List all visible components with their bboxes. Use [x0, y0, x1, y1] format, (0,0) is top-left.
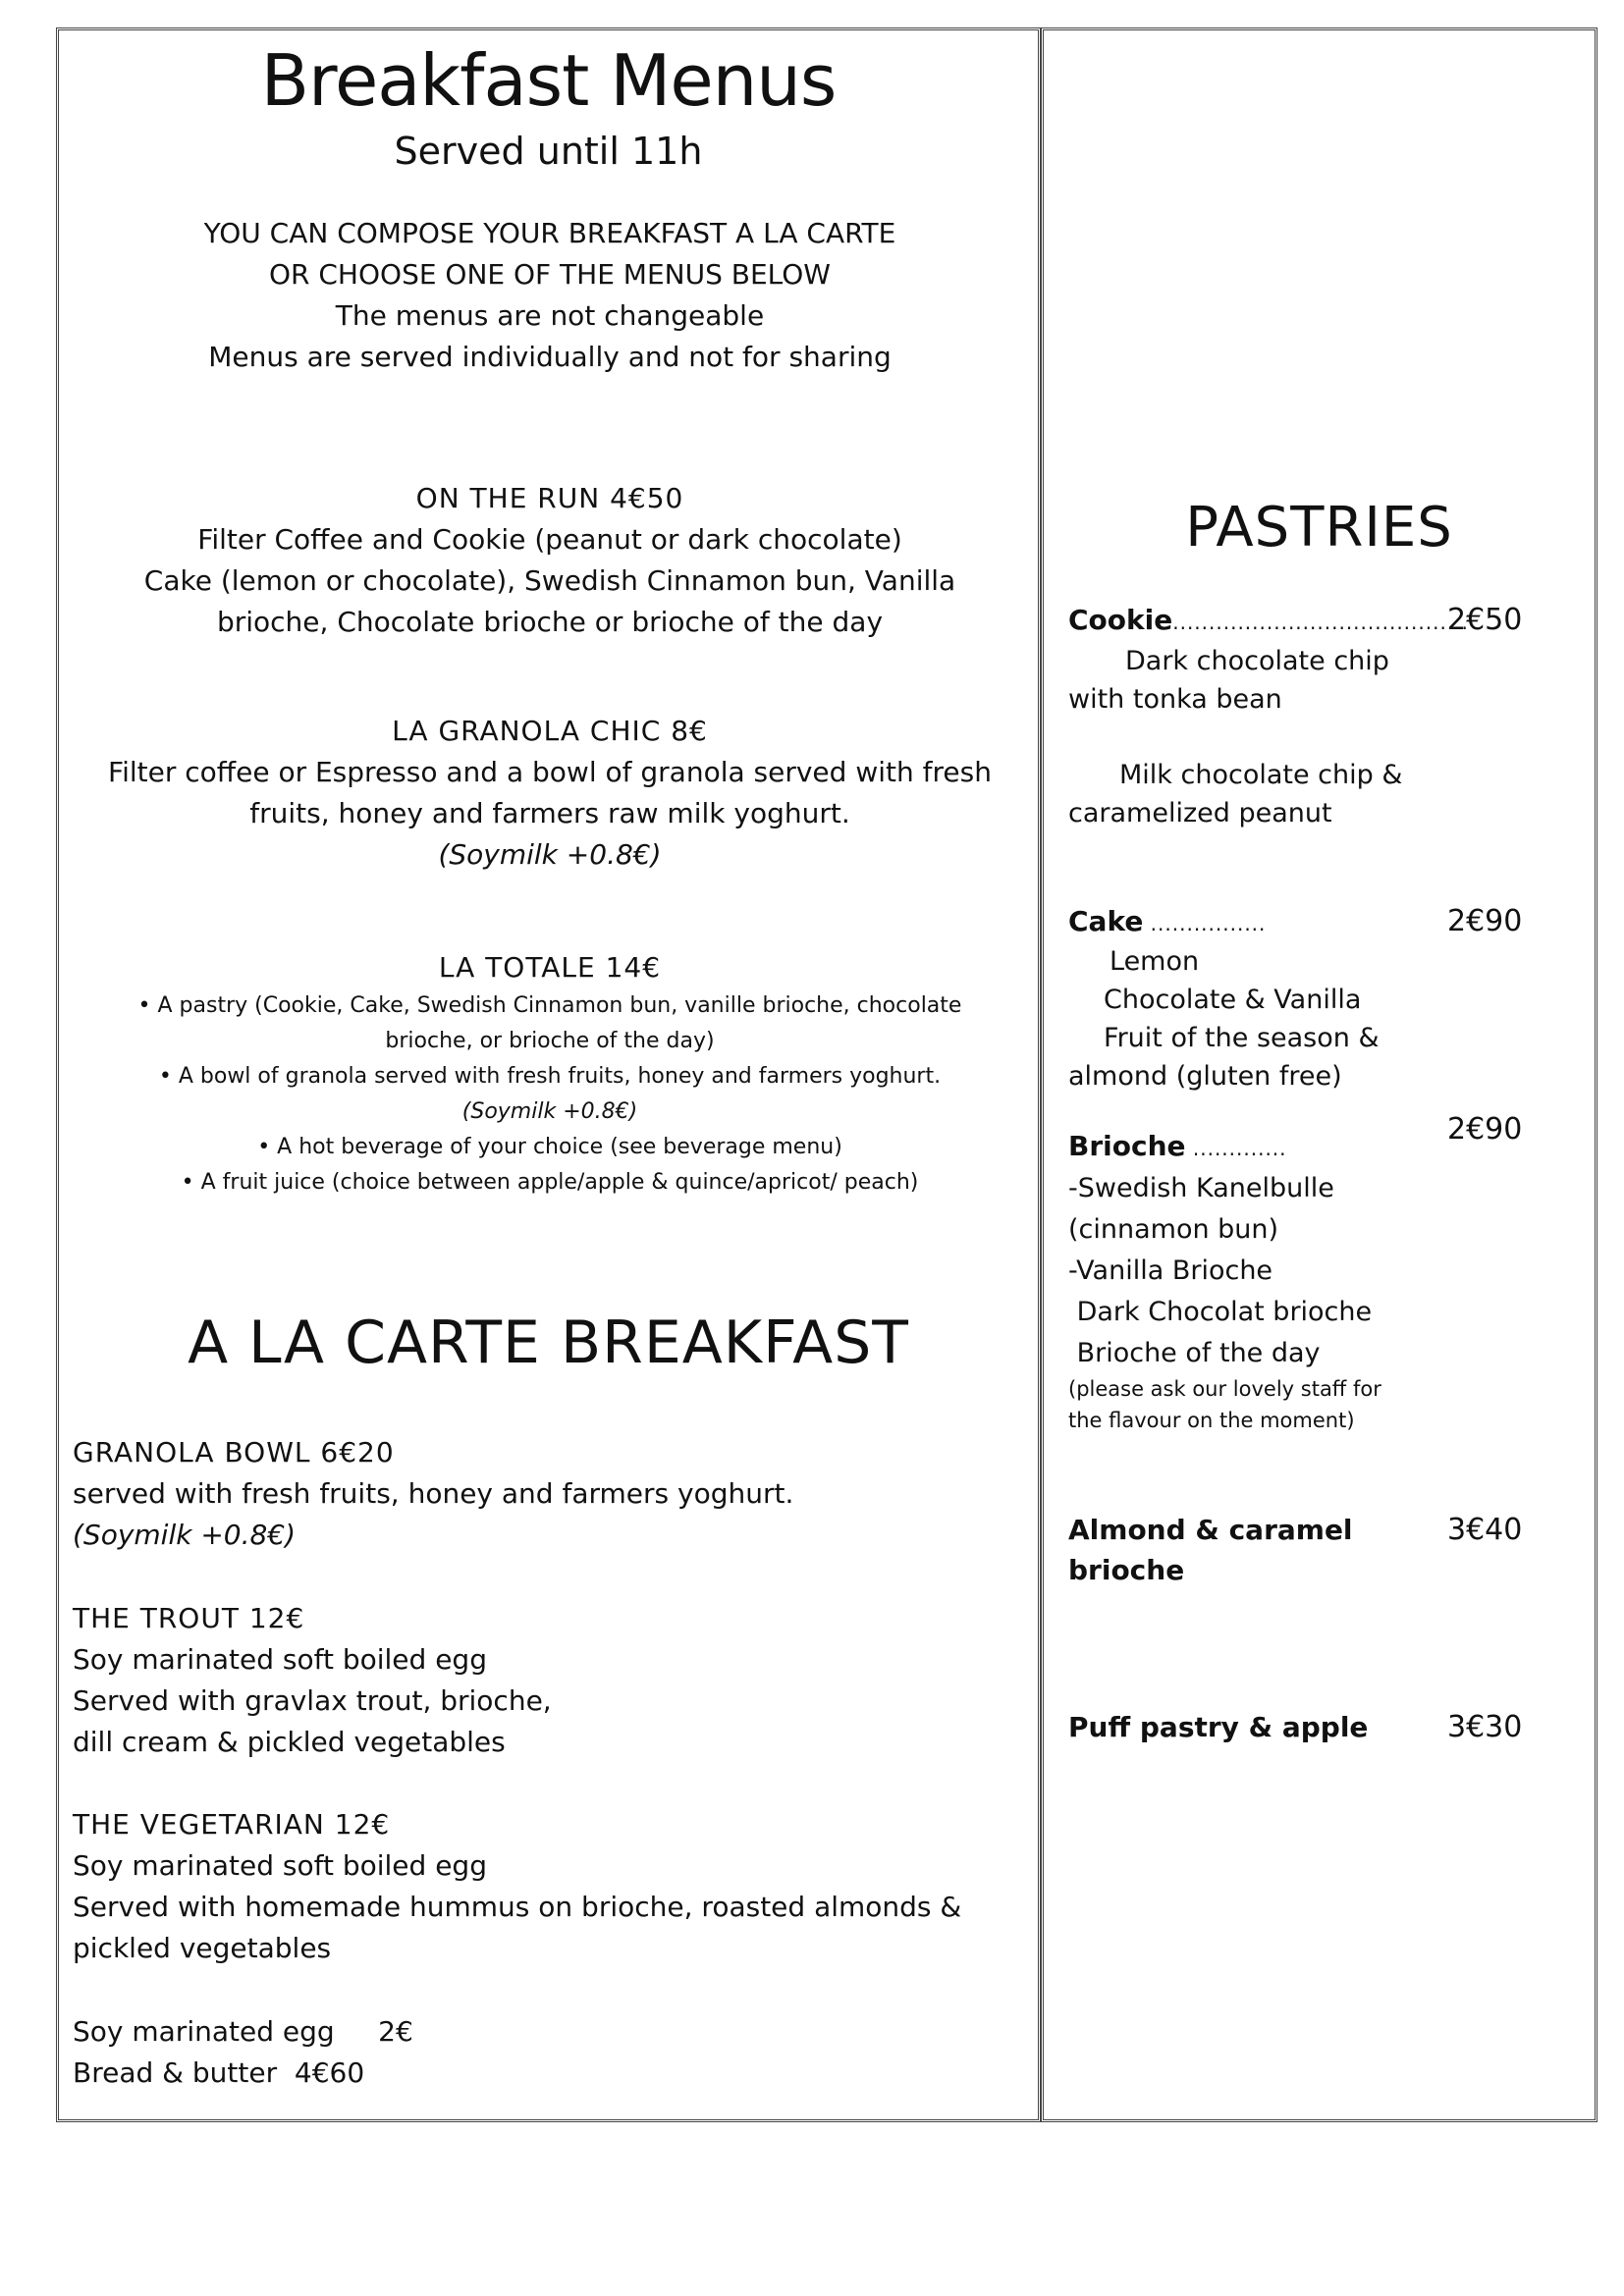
carte-line: dill cream & pickled vegetables	[73, 1726, 506, 1758]
pastry-option: Fruit of the season &	[1104, 1023, 1380, 1053]
menu-line: brioche, Chocolate brioche or brioche of the day	[216, 606, 884, 638]
a-la-carte-title: A LA CARTE BREAKFAST	[188, 1308, 909, 1377]
pastry-almond-caramel-price: 3€40	[1447, 1513, 1523, 1547]
breakfast-intro	[79, 213, 1021, 378]
pastry-option: Lemon	[1110, 946, 1200, 977]
soymilk-note: (Soymilk +0.8€)	[438, 838, 662, 871]
menu-la-totale	[69, 947, 1031, 1201]
pastry-option: -Vanilla Brioche	[1068, 1255, 1273, 1286]
pastry-name: Cake	[1068, 905, 1144, 937]
carte-extras	[73, 2011, 1025, 2094]
dot-leader: ................	[1143, 912, 1267, 935]
pastry-almond-caramel-name-line2: brioche	[1068, 1554, 1185, 1586]
pastry-almond-caramel-name: Almond & caramel	[1068, 1514, 1353, 1546]
carte-extra-item: Soy marinated egg 2€	[73, 2015, 413, 2048]
pastry-option: Chocolate & Vanilla	[1104, 985, 1362, 1015]
pastry-brioche-name	[1068, 1127, 1287, 1168]
pastry-note: (please ask our lovely staff for	[1068, 1377, 1381, 1401]
pastry-puff-price: 3€30	[1447, 1710, 1523, 1744]
intro-line: YOU CAN COMPOSE YOUR BREAKFAST A LA CARTE	[203, 217, 896, 249]
pastry-option: Milk chocolate chip &	[1119, 760, 1403, 790]
menu-line: fruits, honey and farmers raw milk yoghurt.	[249, 797, 850, 829]
carte-granola-bowl	[73, 1432, 1025, 1556]
menu-bullet: • A hot beverage of your choice (see beverage menu)	[257, 1135, 842, 1159]
menu-bullet: • A bowl of granola served with fresh fruits, honey and farmers yoghurt.	[158, 1064, 942, 1089]
menu-bullet: • A fruit juice (choice between apple/apple & quince/apricot/ peach)	[181, 1170, 919, 1195]
pastry-option: -Swedish Kanelbulle	[1068, 1173, 1334, 1203]
menu-on-the-run	[69, 478, 1031, 643]
menu-bullet: brioche, or brioche of the day)	[385, 1029, 715, 1053]
pastry-name: Brioche	[1068, 1130, 1186, 1162]
soymilk-note: (Soymilk +0.8€)	[73, 1519, 297, 1551]
menu-line: Filter Coffee and Cookie (peanut or dark chocolate)	[197, 523, 902, 556]
menu-title: LA TOTALE 14€	[438, 951, 662, 984]
carte-vegetarian	[73, 1804, 1025, 1969]
intro-line: The menus are not changeable	[335, 299, 765, 332]
intro-line: Menus are served individually and not for sharing	[208, 341, 892, 373]
menu-title: ON THE RUN 4€50	[415, 482, 684, 514]
pastry-option: with tonka bean	[1068, 684, 1282, 715]
pastry-option: almond (gluten free)	[1068, 1061, 1342, 1092]
pastries-title: PASTRIES	[1185, 496, 1453, 560]
pastry-option: Dark Chocolat brioche	[1068, 1297, 1373, 1327]
pastry-option: Brioche of the day	[1068, 1338, 1321, 1368]
pastry-note: the flavour on the moment)	[1068, 1409, 1355, 1432]
menu-line: Filter coffee or Espresso and a bowl of granola served with fresh	[108, 756, 992, 788]
carte-trout	[73, 1598, 1025, 1763]
pastry-cake-price: 2€90	[1447, 904, 1523, 938]
dot-leader: .........................................	[1172, 611, 1469, 634]
pastry-option: caramelized peanut	[1068, 798, 1332, 828]
carte-line: Soy marinated soft boiled egg	[73, 1849, 487, 1882]
breakfast-title: Breakfast Menus	[260, 39, 837, 122]
pastry-name: Cookie	[1068, 604, 1173, 636]
pastry-cookie-price: 2€50	[1447, 603, 1523, 637]
menu-line: Cake (lemon or chocolate), Swedish Cinnamon bun, Vanilla	[143, 564, 956, 597]
soymilk-note: (Soymilk +0.8€)	[461, 1099, 638, 1124]
pastry-puff-name: Puff pastry & apple	[1068, 1711, 1369, 1743]
pastry-option: Dark chocolate chip	[1125, 646, 1389, 676]
intro-line: OR CHOOSE ONE OF THE MENUS BELOW	[268, 258, 831, 291]
menu-granola-chic	[69, 711, 1031, 876]
carte-line: Soy marinated soft boiled egg	[73, 1643, 487, 1676]
pastry-cookie-name	[1068, 601, 1469, 642]
pastry-option: (cinnamon bun)	[1068, 1214, 1279, 1245]
carte-line: Served with gravlax trout, brioche,	[73, 1684, 552, 1717]
carte-extra-item: Bread & butter 4€60	[73, 2056, 365, 2089]
dot-leader: .............	[1185, 1137, 1287, 1160]
carte-item-title: GRANOLA BOWL 6€20	[73, 1436, 395, 1468]
carte-line: pickled vegetables	[73, 1932, 332, 1964]
menu-bullet-list	[69, 988, 1031, 1201]
carte-item-title: THE TROUT 12€	[73, 1602, 305, 1634]
pastry-brioche-price: 2€90	[1447, 1112, 1523, 1147]
carte-item-title: THE VEGETARIAN 12€	[73, 1808, 391, 1841]
breakfast-subtitle: Served until 11h	[394, 130, 703, 173]
carte-line: Served with homemade hummus on brioche, roasted almonds &	[73, 1891, 962, 1923]
carte-line: served with fresh fruits, honey and farmers yoghurt.	[73, 1477, 794, 1510]
menu-bullet: • A pastry (Cookie, Cake, Swedish Cinnamon bun, vanille brioche, chocolate	[137, 993, 962, 1018]
menu-title: LA GRANOLA CHIC 8€	[392, 715, 708, 747]
pastry-cake-name	[1068, 902, 1266, 943]
